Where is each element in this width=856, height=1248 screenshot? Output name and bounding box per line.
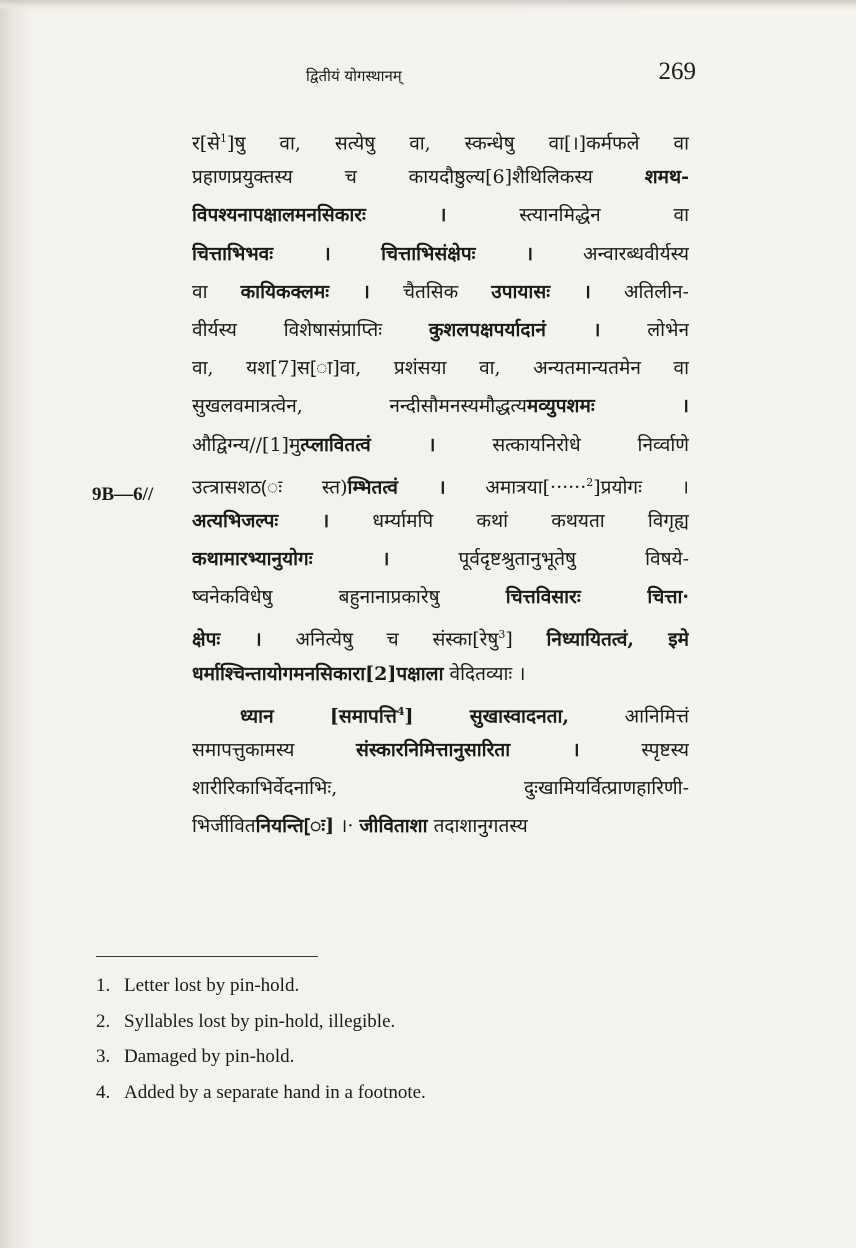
bold-term: क्षेपः । [192, 628, 262, 651]
bold-term: त्प्लावितत्वं । [300, 433, 436, 456]
bold-term: उपायासः । [491, 280, 591, 303]
text-run: स्पृष्टस्य [579, 739, 689, 761]
text-run: उत्त्रासशठ(ः स्त) [192, 476, 348, 499]
text-run: स्त्यानमिद्धेन वा [446, 204, 689, 227]
footnote-item [96, 1075, 616, 1111]
text-line [192, 235, 689, 273]
footnote-marker: 4 [396, 704, 405, 718]
page-top-edge [0, 0, 856, 10]
footnote-marker: 3 [498, 628, 506, 642]
text-run: वीर्यस्य विशेषासंप्राप्तिः [192, 318, 429, 341]
text-run: ।· [334, 815, 360, 838]
bold-term: संस्कारनिमित्तानुसारिता । [356, 739, 580, 761]
text-run: अमात्रया[······ [445, 476, 587, 499]
footnote-item [96, 1004, 616, 1040]
text-run: सुखलवमात्रत्वेन, नन्दीसौमनस्यमौद्धत्य [192, 395, 527, 418]
bold-term: जीविताशा [359, 815, 428, 838]
text-run: प्रहाणप्रयुक्तस्य च कायदौष्ठुल्य[6]शैथिलिकस्य [192, 166, 645, 189]
footnote-item [96, 1039, 616, 1075]
text-run: ष्वनेकविधेषु बहुनानाप्रकारेषु [192, 586, 506, 609]
text-run: अनित्येषु च संस्का[रेषु [261, 628, 499, 651]
text-run: वा [192, 280, 241, 303]
text-run: चैतसिक [369, 280, 492, 303]
text-line [192, 349, 689, 387]
text-run: आनिमित्तं [568, 705, 689, 728]
footnote-item [96, 968, 616, 1004]
text-run: औद्विग्न्य//[1]मु [192, 433, 301, 456]
text-line [192, 693, 689, 731]
text-run: तदाशानुगतस्य [427, 815, 528, 838]
bold-term: मव्युपशमः । [526, 395, 689, 418]
text-line [192, 387, 689, 425]
text-line [192, 464, 689, 502]
footnote-rule [96, 956, 318, 957]
bold-term: चित्तविसारः चित्ता· [505, 586, 689, 609]
bold-term: चित्ताभिभवः । चित्ताभिसंक्षेपः । [192, 242, 534, 265]
text-line [192, 120, 689, 158]
bold-term: म्भितत्वं । [347, 476, 446, 499]
text-run: वेदितव्याः । [443, 662, 526, 685]
text-run: भिर्जीवित [192, 815, 256, 838]
footnote-number: 3. [96, 1046, 111, 1067]
text-run: र[से [192, 132, 221, 155]
text-line [192, 158, 689, 196]
text-run: ]षु वा, सत्येषु वा, स्कन्धेषु वा[।]कर्मफले वा [227, 132, 689, 155]
text-run: लोभेन [600, 318, 689, 341]
text-run: समापत्तुकामस्य [192, 739, 357, 761]
footnote-text: Letter lost by pin-hold. [124, 975, 300, 996]
bold-term: ] सुखास्वादनता, [404, 705, 569, 728]
footnote-text: Damaged by pin-hold. [124, 1046, 295, 1067]
text-run: ] [505, 628, 547, 651]
text-run: अतिलीन- [590, 280, 689, 303]
text-line [192, 273, 689, 311]
bold-term: ध्यान [समापत्ति [240, 705, 397, 728]
text-line [192, 807, 689, 845]
bold-term: निध्यायितत्वं, इमे [546, 628, 689, 651]
footnote-marker: 2 [586, 475, 594, 489]
footnote-text: Syllables lost by pin-hold, illegible. [124, 1010, 396, 1032]
bold-term: विपश्यनापक्षालमनसिकारः । [192, 204, 447, 227]
bold-term: नियन्ति[ः] [255, 815, 335, 838]
bold-term: कथामारभ्यानुयोगः । [192, 548, 390, 571]
text-run: धर्म्यामपि कथां कथयता विगृह्य [329, 509, 689, 532]
text-run: ]प्रयोगः । [593, 476, 689, 499]
text-run: अन्वारब्धवीर्यस्य [533, 242, 689, 265]
text-run: पूर्वदृष्टश्रुतानुभूतेषु विषये- [389, 548, 689, 571]
text-line [192, 502, 689, 540]
text-line [192, 655, 689, 693]
page-number: 269 [658, 58, 696, 85]
bold-term: शमथ- [644, 166, 689, 189]
header-title: द्वितीयं योगस्थानम् [306, 67, 402, 85]
text-line [192, 426, 689, 464]
text-line [192, 196, 689, 234]
text-line [192, 616, 689, 654]
footnote-number: 2. [96, 1010, 111, 1032]
text-line [192, 769, 689, 807]
text-run: शारीरिकाभिर्वेदनाभिः, दुःखामियर्वित्प्राणहारिणी- [192, 777, 689, 800]
marginal-folio-reference: 9B—6// [92, 484, 154, 505]
text-run: सत्कायनिरोधे निर्व्वाणे [435, 433, 689, 456]
bold-term: धर्माश्चिन्तायोगमनसिकारा[2]पक्षाला [192, 662, 444, 685]
bold-term: कुशलपक्षपर्यादानं । [428, 318, 601, 341]
text-line [192, 311, 689, 349]
footnotes [96, 968, 616, 1110]
bold-term: अत्यभिजल्पः । [192, 509, 330, 532]
footnote-marker: 1 [220, 132, 228, 145]
footnote-text: Added by a separate hand in a footnote. [124, 1081, 426, 1103]
text-run: वा, यश[7]स[ा]वा, प्रशंसया वा, अन्यतमान्यतमेन वा [192, 357, 689, 380]
running-header [306, 58, 696, 94]
bold-term: कायिकक्लमः । [240, 280, 370, 303]
footnote-number: 4. [96, 1081, 111, 1103]
text-line [192, 731, 689, 769]
sanskrit-body-text [192, 120, 689, 846]
footnote-number: 1. [96, 975, 111, 996]
text-line [192, 540, 689, 578]
text-line [192, 578, 689, 616]
